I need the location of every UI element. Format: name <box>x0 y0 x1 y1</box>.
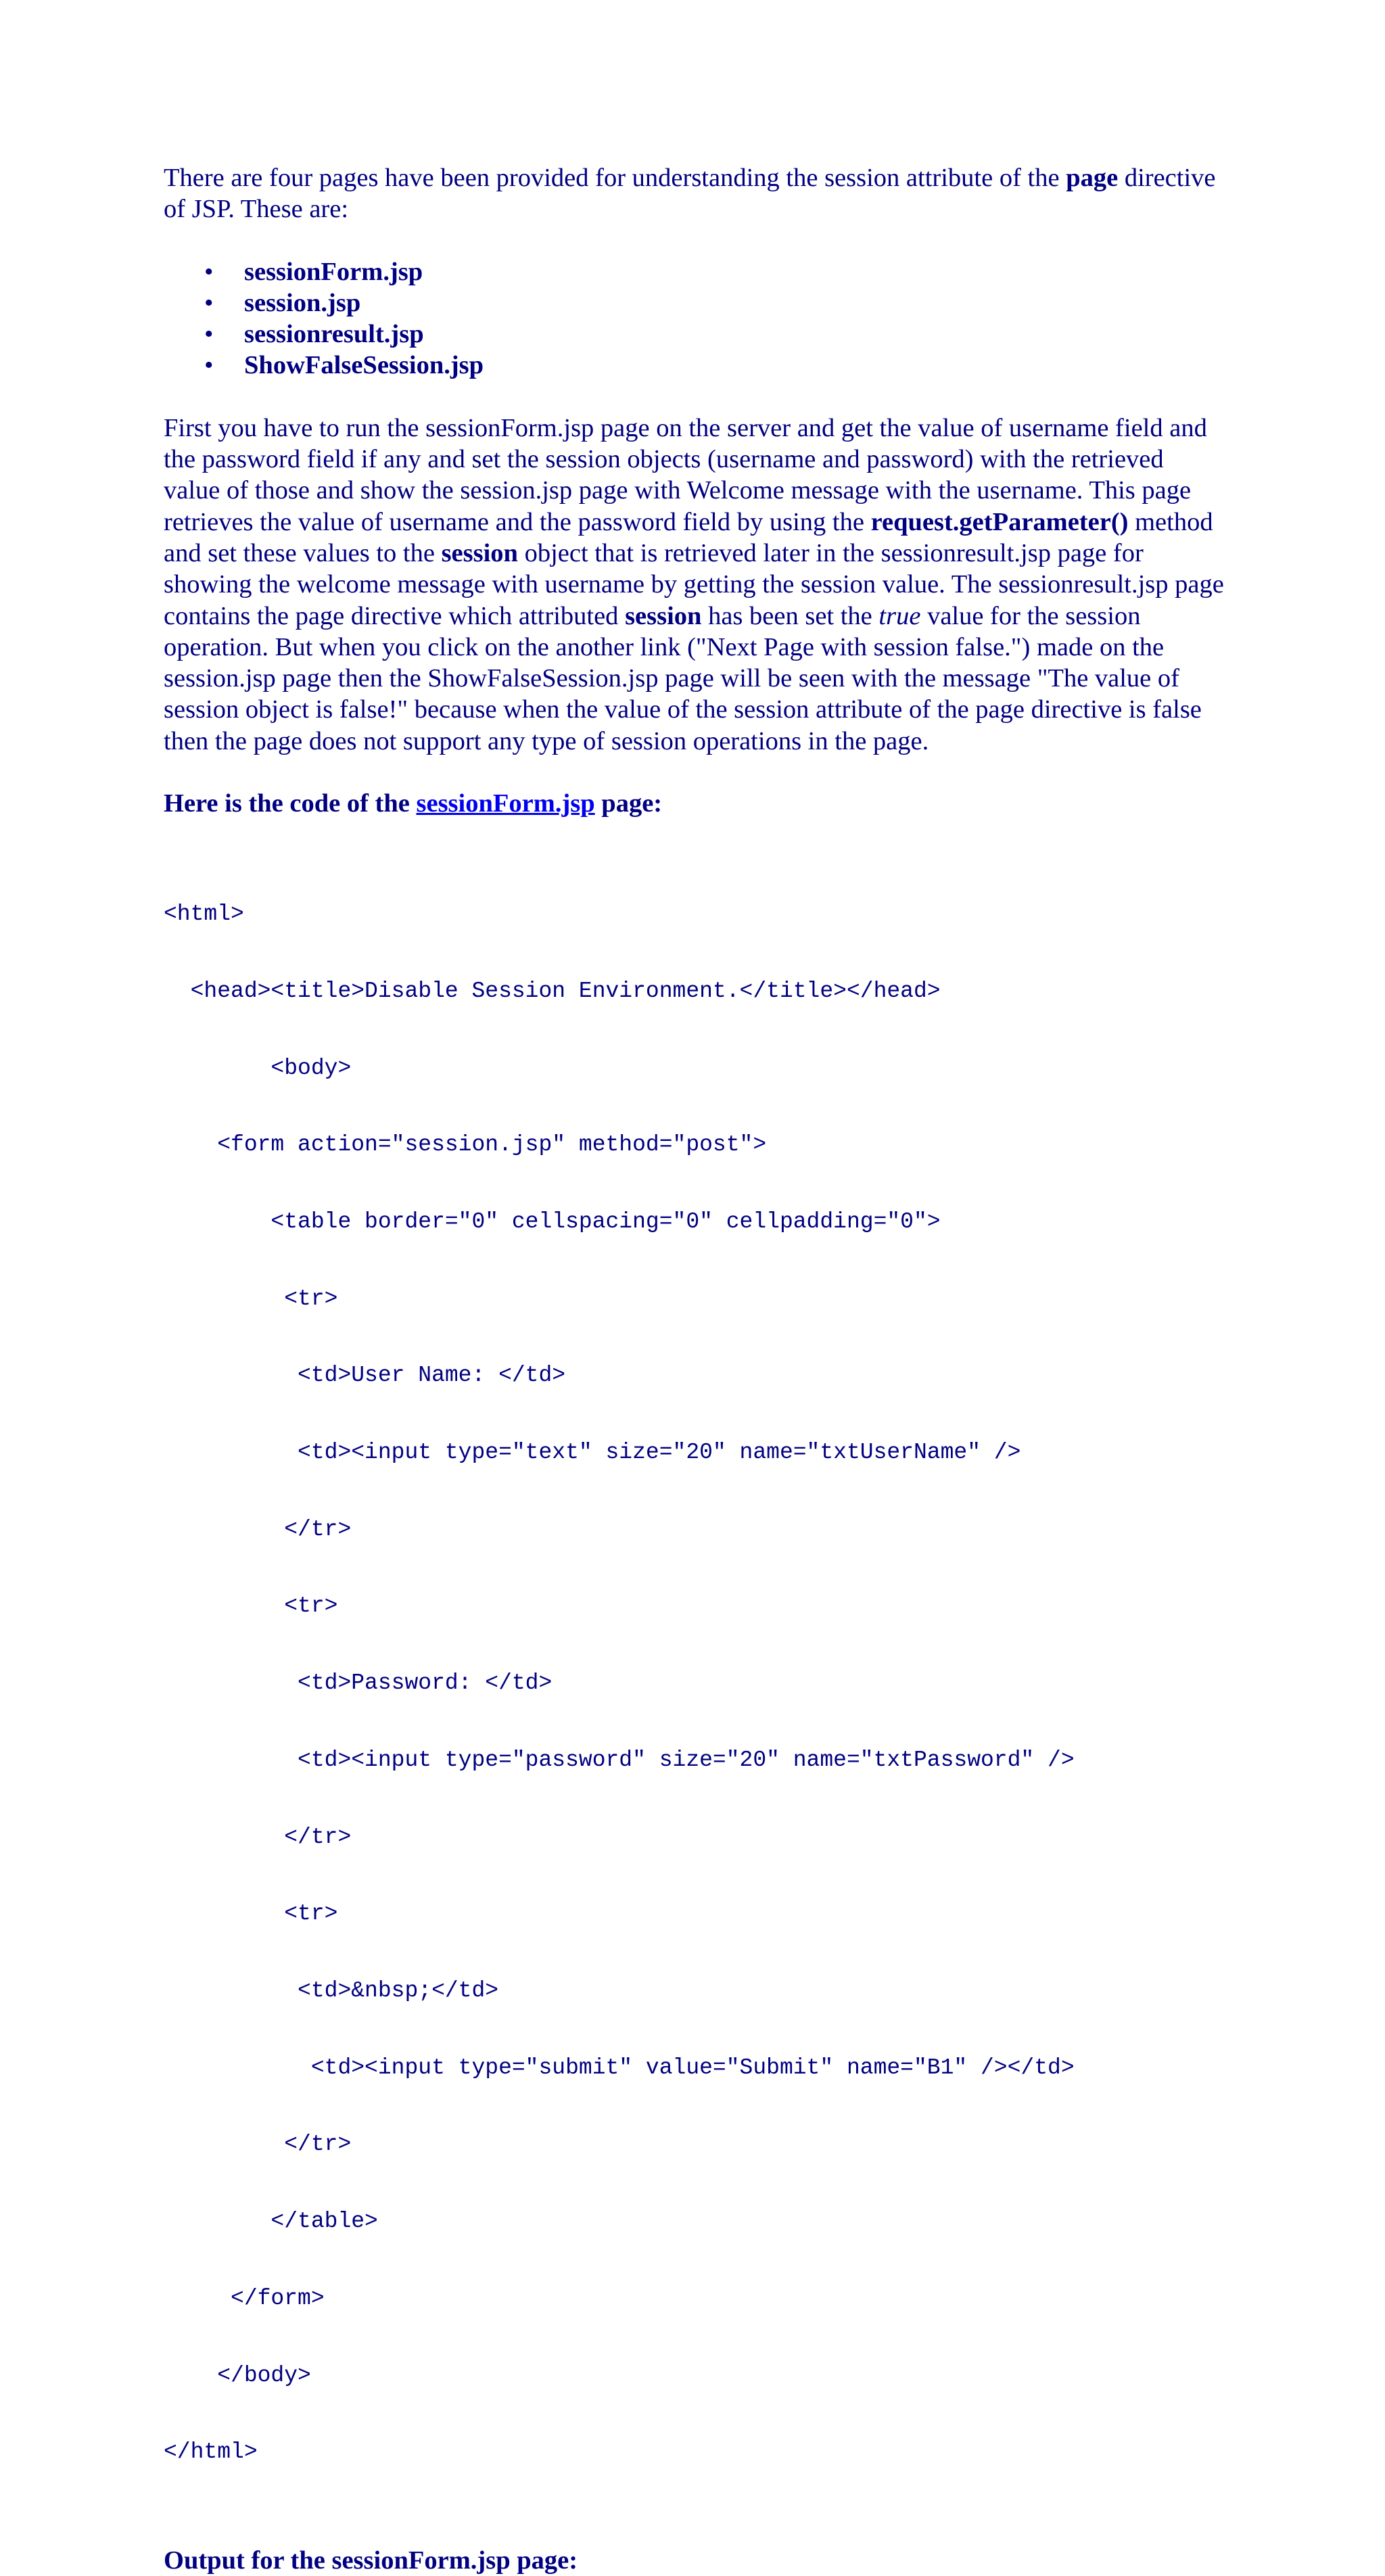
code-line: <tr> <box>164 1593 338 1619</box>
code-line: <tr> <box>164 1901 338 1927</box>
code-line: <table border="0" cellspacing="0" cellpadding="0"> <box>164 1209 941 1234</box>
explanation-text: object that is retrieved later in the sessionresult.jsp page for showing the welcome message with username by getting the session value. The sessionresult.jsp page contains the page directive which attributed <box>164 538 1224 630</box>
file-list <box>164 256 1225 381</box>
explanation-text: First you have to run the sessionForm.jsp page on the server and get the value of username field and the password field if any and set the session objects (username and password) with the retrieved value of those and show the session.jsp page with Welcome message with the username. This page retrieves the value of username and the password field by using the <box>164 413 1207 536</box>
bullet-icon: • <box>204 257 214 286</box>
code-heading-prefix: Here is the code of the <box>164 789 417 818</box>
sessionform-link[interactable]: sessionForm.jsp <box>416 789 595 818</box>
intro-paragraph <box>164 162 1225 225</box>
code-heading <box>164 788 1225 819</box>
intro-bold-page: page <box>1066 164 1119 192</box>
code-line: </tr> <box>164 1516 352 1542</box>
code-line: </html> <box>164 2439 258 2465</box>
intro-text: There are four pages have been provided for understanding the session attribute of the <box>164 164 1066 192</box>
list-item <box>164 256 1225 287</box>
intro-text-end: directive of JSP. These are: <box>164 164 1216 224</box>
code-line: <td><input type="submit" value="Submit" name="B1" /></td> <box>164 2055 1075 2080</box>
bullet-icon: • <box>204 351 214 380</box>
code-line: <td>&nbsp;</td> <box>164 1978 499 2003</box>
file-name: sessionForm.jsp <box>244 257 423 286</box>
explanation-paragraph <box>164 413 1225 757</box>
file-name: ShowFalseSession.jsp <box>244 351 484 380</box>
explanation-bold-session-attr: session <box>625 601 702 630</box>
code-line: <html> <box>164 901 244 927</box>
code-line: </tr> <box>164 2132 352 2157</box>
code-line: <td><input type="text" size="20" name="txtUserName" /> <box>164 1440 1021 1466</box>
explanation-bold-session: session <box>441 538 518 567</box>
explanation-text: has been set the <box>701 601 879 630</box>
code-line: <td>User Name: </td> <box>164 1363 566 1388</box>
explanation-text: method and set these values to the <box>164 507 1213 567</box>
code-line: </tr> <box>164 1824 352 1850</box>
document-body <box>164 162 1225 2576</box>
file-name: session.jsp <box>244 288 361 317</box>
bullet-icon: • <box>204 320 214 349</box>
code-line: </body> <box>164 2362 311 2388</box>
list-item <box>164 319 1225 350</box>
explanation-bold-method: request.getParameter() <box>870 507 1129 536</box>
list-item <box>164 350 1225 381</box>
explanation-italic-true: true <box>878 601 921 630</box>
code-line: <form action="session.jsp" method="post"> <box>164 1132 767 1158</box>
explanation-text: value for the session operation. But when you click on the another link ("Next Page with session false.") made on the session.jsp page then the ShowFalseSession.jsp page will be seen with the message "The value of session object is false!" because when the value of the session attribute of the page directive is false then the page does not support any type of session operations in the page. <box>164 601 1202 755</box>
code-line: </form> <box>164 2285 325 2311</box>
code-line: <tr> <box>164 1286 338 1311</box>
code-line: <td><input type="password" size="20" name="txtPassword" /> <box>164 1747 1075 1773</box>
list-item <box>164 287 1225 319</box>
code-heading-suffix: page: <box>594 789 663 818</box>
output-heading: Output for the sessionForm.jsp page: <box>164 2546 578 2575</box>
code-line: </table> <box>164 2209 378 2234</box>
code-line: <head><title>Disable Session Environment.</title></head> <box>164 978 941 1004</box>
code-block <box>164 850 1225 2516</box>
file-name: sessionresult.jsp <box>244 320 424 349</box>
code-line: <td>Password: </td> <box>164 1670 553 1696</box>
bullet-icon: • <box>204 288 214 317</box>
code-line: <body> <box>164 1055 352 1081</box>
